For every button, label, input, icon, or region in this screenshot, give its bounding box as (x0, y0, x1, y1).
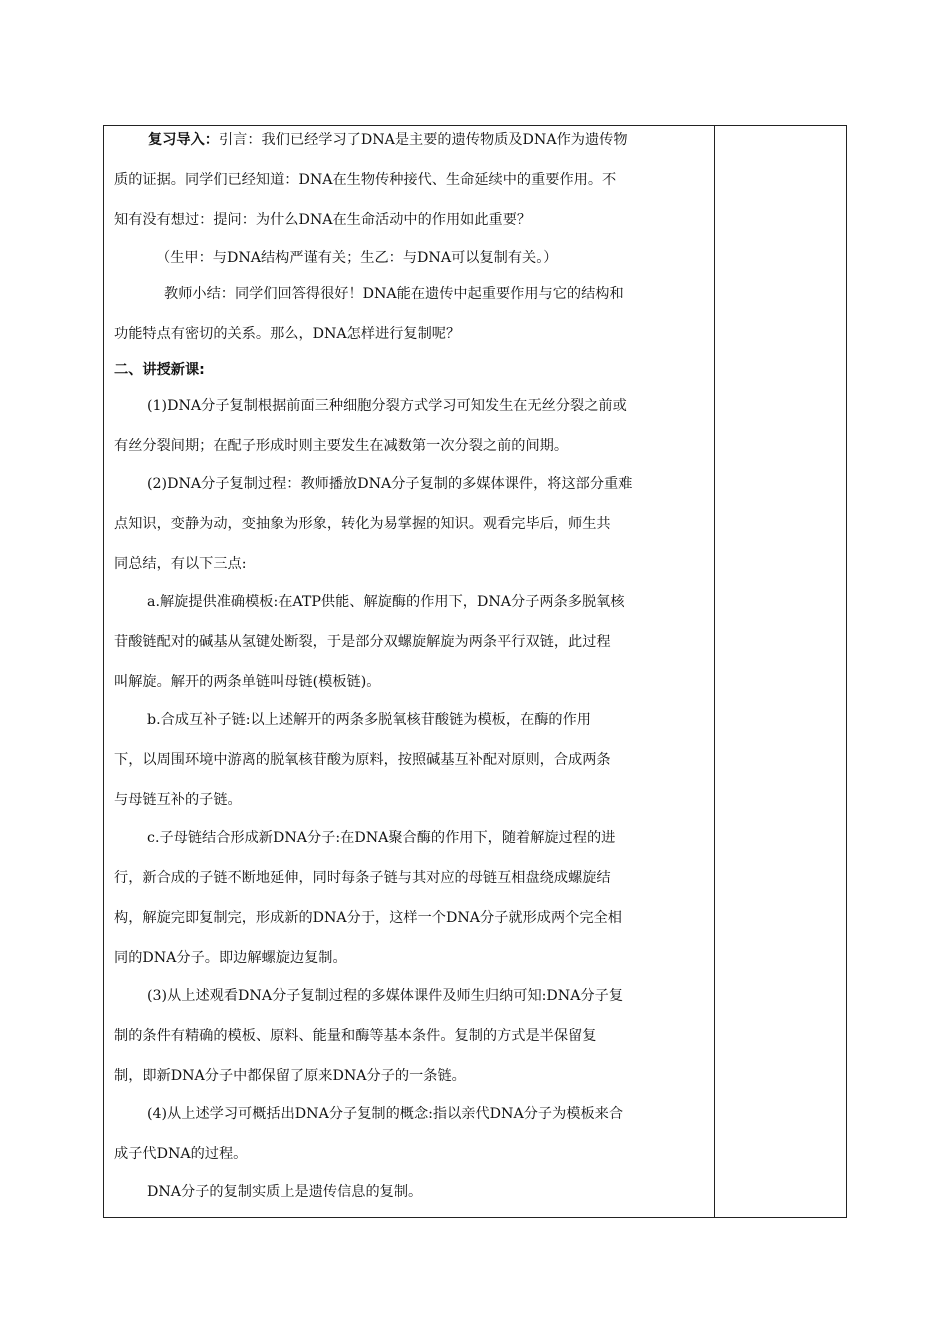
text-line: DNA分子的复制实质上是遗传信息的复制。 (147, 1184, 423, 1200)
text-line: c.子母链结合形成新DNA分子:在DNA聚合酶的作用下，随着解旋过程的进 (147, 830, 616, 846)
text-line: a.解旋提供准确模板:在ATP供能、解旋酶的作用下，DNA分子两条多脱氧核 (147, 594, 625, 610)
section-heading: 二、讲授新课: (114, 362, 205, 378)
text-line: 成子代DNA的过程。 (114, 1146, 248, 1162)
text-line: 与母链互补的子链。 (114, 792, 242, 808)
text-line: 同总结，有以下三点: (114, 556, 247, 572)
text-line: 制，即新DNA分子中都保留了原来DNA分子的一条链。 (114, 1068, 466, 1084)
text-line: (2)DNA分子复制过程：教师播放DNA分子复制的多媒体课件，将这部分重难 (147, 476, 633, 492)
text-line: b.合成互补子链:以上述解开的两条多脱氧核苷酸链为模板，在酶的作用 (147, 712, 591, 728)
text-line: 叫解旋。解开的两条单链叫母链(模板链)。 (114, 674, 381, 690)
text-line: 教师小结：同学们回答得很好！DNA能在遗传中起重要作用与它的结构和 (164, 286, 624, 302)
lesson-table (103, 125, 847, 1218)
text-line: 苷酸链配对的碱基从氢键处断裂，于是部分双螺旋解旋为两条平行双链，此过程 (114, 634, 611, 650)
text-line: 下，以周围环境中游离的脱氧核苷酸为原料，按照碱基互补配对原则，合成两条 (114, 752, 611, 768)
text-line: (1)DNA分子复制根据前面三种细胞分裂方式学习可知发生在无丝分裂之前或 (147, 398, 627, 414)
text-line: 质的证据。同学们已经知道：DNA在生物传种接代、生命延续中的重要作用。不 (114, 172, 617, 188)
text-line: （生甲：与DNA结构严谨有关；生乙：与DNA可以复制有关。） (156, 250, 558, 266)
text-line: (3)从上述观看DNA分子复制过程的多媒体课件及师生归纳可知:DNA分子复 (147, 988, 624, 1004)
review-intro-line: 复习导入：引言：我们已经学习了DNA是主要的遗传物质及DNA作为遗传物 (148, 132, 628, 148)
column-divider (714, 126, 715, 1217)
text-line: 制的条件有精确的模板、原料、能量和酶等基本条件。复制的方式是半保留复 (114, 1028, 597, 1044)
text-line: 有丝分裂间期；在配子形成时则主要发生在减数第一次分裂之前的间期。 (114, 438, 569, 454)
text-line: 行，新合成的子链不断地延伸，同时每条子链与其对应的母链互相盘绕成螺旋结 (114, 870, 611, 886)
review-intro-label: 复习导入： (148, 132, 219, 148)
text-line: 构，解旋完即复制完，形成新的DNA分于，这样一个DNA分子就形成两个完全相 (114, 910, 622, 926)
text-line: 功能特点有密切的关系。那么，DNA怎样进行复制呢？ (114, 326, 461, 342)
text-line: 知有没有想过：提问：为什么DNA在生命活动中的作用如此重要？ (114, 212, 532, 228)
text-line: (4)从上述学习可概括出DNA分子复制的概念:指以亲代DNA分子为模板来合 (147, 1106, 624, 1122)
text-line: 点知识，变静为动，变抽象为形象，转化为易掌握的知识。观看完毕后，师生共 (114, 516, 611, 532)
text-line: 同的DNA分子。即边解螺旋边复制。 (114, 950, 347, 966)
